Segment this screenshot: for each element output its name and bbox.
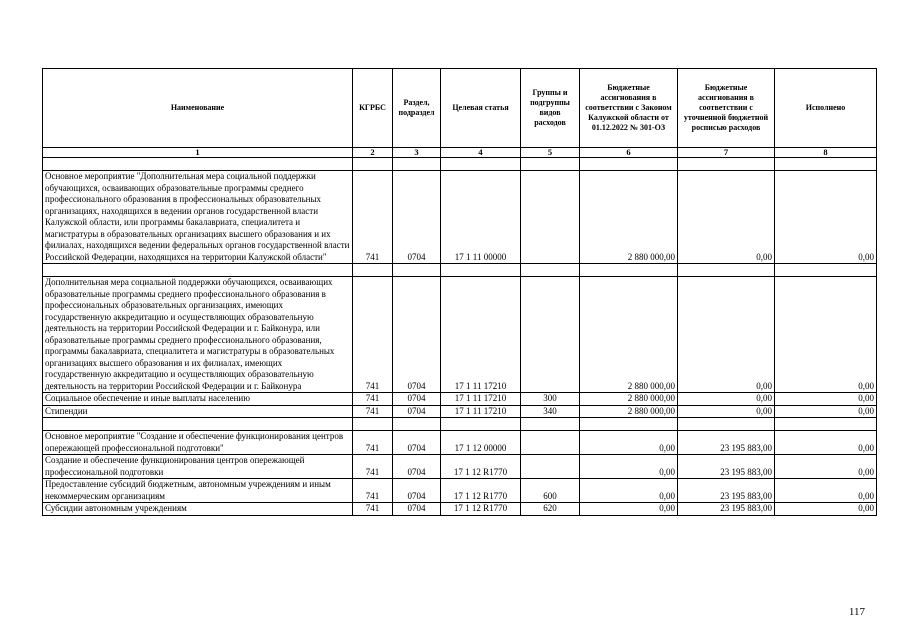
col-number: 4 — [441, 148, 521, 158]
row-law-amount: 0,00 — [580, 479, 678, 503]
row-executed-amount: 0,00 — [775, 393, 877, 406]
col-number: 2 — [353, 148, 393, 158]
col-header-executed: Исполнено — [775, 69, 877, 148]
row-group: 300 — [521, 393, 580, 406]
row-kgrbs: 741 — [353, 171, 393, 264]
col-header-refined: Бюджетные ассигнования в соответствии с уточненной бюджетной росписью расходов — [678, 69, 775, 148]
spacer-row — [43, 418, 877, 431]
col-number: 6 — [580, 148, 678, 158]
table-row — [43, 405, 877, 418]
row-name: Социальное обеспечение и иные выплаты населению — [43, 393, 353, 406]
row-name: Субсидии автономным учреждениям — [43, 503, 353, 516]
spacer-row — [43, 264, 877, 277]
col-header-group: Группы и подгруппы видов расходов — [521, 69, 580, 148]
row-kgrbs: 741 — [353, 431, 393, 455]
row-executed-amount: 0,00 — [775, 405, 877, 418]
row-law-amount: 2 880 000,00 — [580, 393, 678, 406]
row-kgrbs: 741 — [353, 393, 393, 406]
row-name: Стипендии — [43, 405, 353, 418]
row-section: 0704 — [393, 479, 441, 503]
row-refined-amount: 23 195 883,00 — [678, 479, 775, 503]
row-law-amount: 0,00 — [580, 455, 678, 479]
table-row — [43, 431, 877, 455]
row-refined-amount: 0,00 — [678, 393, 775, 406]
row-refined-amount: 23 195 883,00 — [678, 503, 775, 516]
row-name: Создание и обеспечение функционирования центров опережающей профессиональной подготовки — [43, 455, 353, 479]
row-section: 0704 — [393, 171, 441, 264]
col-number: 8 — [775, 148, 877, 158]
table-row — [43, 503, 877, 516]
col-number: 3 — [393, 148, 441, 158]
row-group: 600 — [521, 479, 580, 503]
col-header-name: Наименование — [43, 69, 353, 148]
budget-table — [42, 68, 877, 516]
column-number-row — [43, 148, 877, 158]
row-target: 17 1 12 R1770 — [441, 455, 521, 479]
row-group: 620 — [521, 503, 580, 516]
row-executed-amount: 0,00 — [775, 455, 877, 479]
table-row — [43, 393, 877, 406]
row-refined-amount: 0,00 — [678, 277, 775, 393]
col-number: 1 — [43, 148, 353, 158]
col-header-kgrbs: КГРБС — [353, 69, 393, 148]
row-target: 17 1 12 R1770 — [441, 479, 521, 503]
row-target: 17 1 11 00000 — [441, 171, 521, 264]
row-target: 17 1 11 17210 — [441, 277, 521, 393]
col-header-target: Целевая статья — [441, 69, 521, 148]
row-section: 0704 — [393, 393, 441, 406]
row-section: 0704 — [393, 277, 441, 393]
col-number: 5 — [521, 148, 580, 158]
row-kgrbs: 741 — [353, 503, 393, 516]
row-executed-amount: 0,00 — [775, 503, 877, 516]
header-row — [43, 69, 877, 148]
table-row — [43, 455, 877, 479]
row-law-amount: 2 880 000,00 — [580, 405, 678, 418]
row-law-amount: 2 880 000,00 — [580, 171, 678, 264]
col-number: 7 — [678, 148, 775, 158]
row-kgrbs: 741 — [353, 277, 393, 393]
row-group: 340 — [521, 405, 580, 418]
row-group — [521, 431, 580, 455]
col-header-section: Раздел, подраздел — [393, 69, 441, 148]
row-law-amount: 0,00 — [580, 431, 678, 455]
row-executed-amount: 0,00 — [775, 431, 877, 455]
row-target: 17 1 12 00000 — [441, 431, 521, 455]
row-executed-amount: 0,00 — [775, 479, 877, 503]
row-section: 0704 — [393, 405, 441, 418]
row-refined-amount: 0,00 — [678, 171, 775, 264]
row-law-amount: 0,00 — [580, 503, 678, 516]
row-group — [521, 171, 580, 264]
row-refined-amount: 23 195 883,00 — [678, 431, 775, 455]
table-row — [43, 277, 877, 393]
row-executed-amount: 0,00 — [775, 171, 877, 264]
table-row — [43, 479, 877, 503]
row-refined-amount: 0,00 — [678, 405, 775, 418]
row-group — [521, 277, 580, 393]
row-target: 17 1 12 R1770 — [441, 503, 521, 516]
row-executed-amount: 0,00 — [775, 277, 877, 393]
row-group — [521, 455, 580, 479]
row-name: Основное мероприятие "Дополнительная мера социальной поддержки обучающихся, осваивающих образовательные программы среднего профессионального образования в профессиональных образовательных организациях, находящихся в ведении органов государственной власти Калужской области, или программы бакалавриата, специалитета и магистратуры в образовательных организациях высшего образования и их филиалах, находящихся ведении федеральных органов государственной власти Российской Федерации, находящихся на территории Калужской области" — [43, 171, 353, 264]
row-name: Дополнительная мера социальной поддержки обучающихся, осваивающих образовательные программы среднего профессионального образования в профессиональных образовательных организациях, имеющих государственную аккредитацию и осуществляющих образовательную деятельность на территории Российской Федерации и г. Байконура, или образовательные программы среднего профессионального образования, программы бакалавриата, специалитета и магистратуры в образовательных организациях высшего образования и их филиалах, имеющих государственную аккредитацию и осуществляющих образовательную деятельность на территории Российской Федерации и г. Байконура — [43, 277, 353, 393]
row-law-amount: 2 880 000,00 — [580, 277, 678, 393]
row-section: 0704 — [393, 431, 441, 455]
col-header-law: Бюджетные ассигнования в соответствии с Законом Калужской области от 01.12.2022 № 301-ОЗ — [580, 69, 678, 148]
row-refined-amount: 23 195 883,00 — [678, 455, 775, 479]
spacer-row — [43, 158, 877, 171]
row-target: 17 1 11 17210 — [441, 405, 521, 418]
row-name: Предоставление субсидий бюджетным, автономным учреждениям и иным некоммерческим организациям — [43, 479, 353, 503]
table-row — [43, 171, 877, 264]
page-number: 117 — [848, 606, 865, 618]
row-section: 0704 — [393, 503, 441, 516]
row-kgrbs: 741 — [353, 455, 393, 479]
row-target: 17 1 11 17210 — [441, 393, 521, 406]
row-section: 0704 — [393, 455, 441, 479]
row-kgrbs: 741 — [353, 405, 393, 418]
row-kgrbs: 741 — [353, 479, 393, 503]
row-name: Основное мероприятие "Создание и обеспечение функционирования центров опережающей профессиональной подготовки" — [43, 431, 353, 455]
